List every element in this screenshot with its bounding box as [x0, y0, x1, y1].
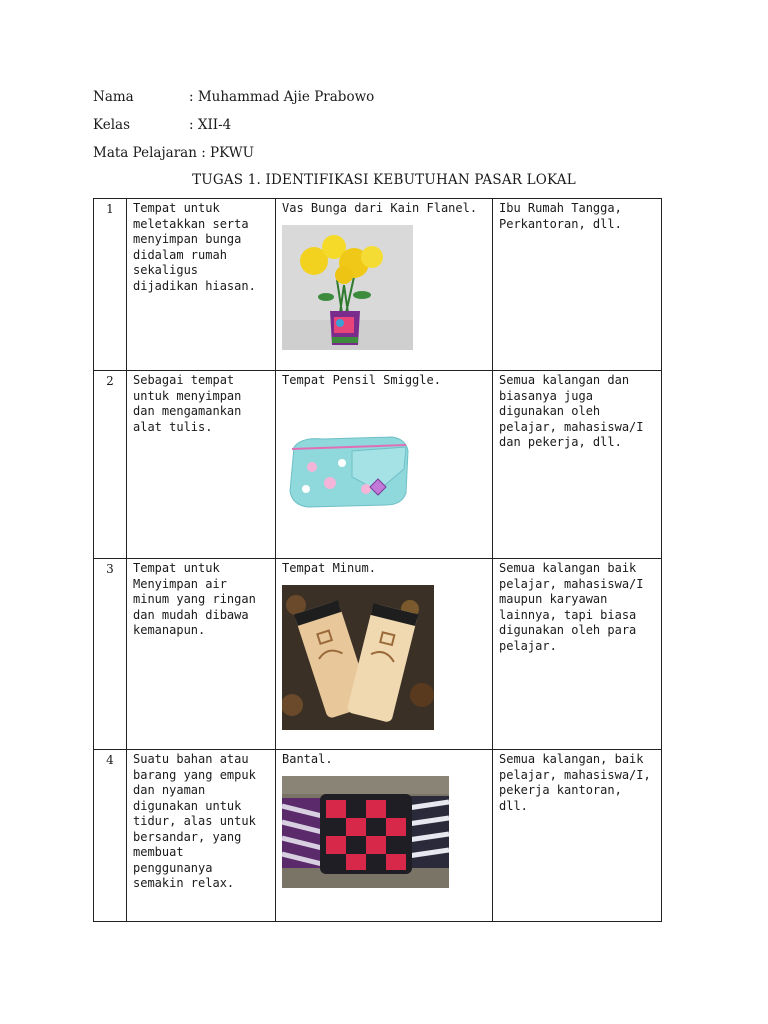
product-cell — [276, 199, 493, 371]
mapel-label: Mata Pelajaran — [93, 145, 197, 161]
need-cell: Sebagai tempat untuk menyimpan dan mengamankan alat tulis. — [127, 371, 276, 559]
need-cell: Suatu bahan atau barang yang empuk dan nyaman digunakan untuk tidur, alas untuk bersandar, yang membuat penggunanya semakin relax. — [127, 750, 276, 922]
need-cell: Tempat untuk Menyimpan air minum yang ringan dan mudah dibawa kemanapun. — [127, 559, 276, 750]
mapel-value: : PKWU — [201, 145, 254, 161]
consumer-cell: Semua kalangan, baik pelajar, mahasiswa/I, pekerja kantoran, dll. — [493, 750, 662, 922]
product-name: Vas Bunga dari Kain Flanel. — [282, 201, 478, 215]
product-name: Bantal. — [282, 752, 333, 766]
nama-value: : Muhammad Ajie Prabowo — [189, 89, 375, 105]
tumblers-photo — [282, 585, 486, 730]
pillows-photo — [282, 776, 486, 888]
kelas-line — [93, 117, 231, 133]
product-name: Tempat Minum. — [282, 561, 376, 575]
product-cell — [276, 371, 493, 559]
row-number: 3 — [94, 559, 127, 750]
kelas-label: Kelas — [93, 117, 131, 133]
row-number: 2 — [94, 371, 127, 559]
nama-label: Nama — [93, 89, 134, 105]
need-cell: Tempat untuk meletakkan serta menyimpan bunga didalam rumah sekaligus dijadikan hiasan. — [127, 199, 276, 371]
consumer-cell: Semua kalangan dan biasanya juga digunakan oleh pelajar, mahasiswa/I dan pekerja, dll. — [493, 371, 662, 559]
flower-vase-photo — [282, 225, 486, 350]
product-cell — [276, 750, 493, 922]
consumer-cell: Semua kalangan baik pelajar, mahasiswa/I maupun karyawan lainnya, tapi biasa digunakan oleh para pelajar. — [493, 559, 662, 750]
table-row — [94, 371, 662, 559]
row-number: 1 — [94, 199, 127, 371]
consumer-cell: Ibu Rumah Tangga, Perkantoran, dll. — [493, 199, 662, 371]
kelas-value: : XII-4 — [189, 117, 232, 133]
mapel-line — [93, 145, 254, 161]
pencil-case-photo — [282, 427, 486, 512]
identification-table — [93, 198, 662, 922]
product-name: Tempat Pensil Smiggle. — [282, 373, 441, 387]
nama-line — [93, 89, 374, 105]
row-number: 4 — [94, 750, 127, 922]
page-title: TUGAS 1. IDENTIFIKASI KEBUTUHAN PASAR LOKAL — [192, 172, 576, 188]
table-row — [94, 199, 662, 371]
table-row — [94, 559, 662, 750]
table-row — [94, 750, 662, 922]
product-cell — [276, 559, 493, 750]
